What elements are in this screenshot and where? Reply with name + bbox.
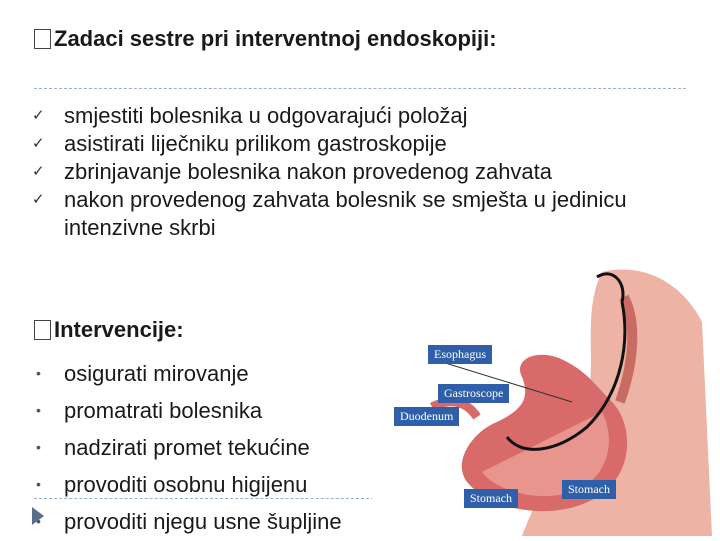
anatomy-drawing — [372, 252, 712, 536]
task-item: ✓ asistirati liječniku prilikom gastroskopije — [32, 131, 447, 156]
stomach-label-left: Stomach — [464, 489, 518, 508]
stomach-label-right: Stomach — [562, 480, 616, 499]
bullet-icon: • — [36, 513, 41, 529]
section2-title-text: Intervencije: — [54, 317, 184, 342]
section1-title-text: Zadaci sestre pri interventnoj endoskopiji: — [54, 26, 497, 51]
next-arrow-icon[interactable] — [32, 507, 44, 525]
square-bullet-icon — [34, 29, 51, 49]
intervention-list — [30, 355, 342, 540]
square-bullet-icon — [34, 320, 51, 340]
task-item: ✓ nakon provedenog zahvata bolesnik se smješta u jedinicu intenzivne skrbi — [32, 187, 627, 240]
task-item: ✓ smjestiti bolesnika u odgovarajući položaj — [32, 103, 468, 128]
task-item: ✓ zbrinjavanje bolesnika nakon provedenog zahvata — [32, 159, 553, 184]
checkmark-icon: ✓ — [32, 107, 45, 124]
section1-title — [34, 26, 497, 52]
checkmark-icon: ✓ — [32, 163, 45, 180]
divider — [34, 498, 374, 499]
task-list — [30, 102, 664, 242]
gastroscopy-illustration — [372, 252, 712, 536]
intervention-item: • osigurati mirovanje — [30, 355, 342, 392]
duodenum-label: Duodenum — [394, 407, 459, 426]
checkmark-icon: ✓ — [32, 191, 45, 208]
intervention-item: • provoditi osobnu higijenu — [30, 466, 342, 503]
bullet-icon: • — [36, 365, 41, 381]
divider — [34, 88, 686, 89]
bullet-icon: • — [36, 476, 41, 492]
gastroscope-label: Gastroscope — [438, 384, 509, 403]
intervention-item: • promatrati bolesnika — [30, 392, 342, 429]
section2-title — [34, 317, 184, 343]
esophagus-label: Esophagus — [428, 345, 492, 364]
intervention-item: • nadzirati promet tekućine — [30, 429, 342, 466]
bullet-icon: • — [36, 439, 41, 455]
bullet-icon: • — [36, 402, 41, 418]
intervention-item: • provoditi njegu usne šupljine — [30, 503, 342, 540]
checkmark-icon: ✓ — [32, 135, 45, 152]
